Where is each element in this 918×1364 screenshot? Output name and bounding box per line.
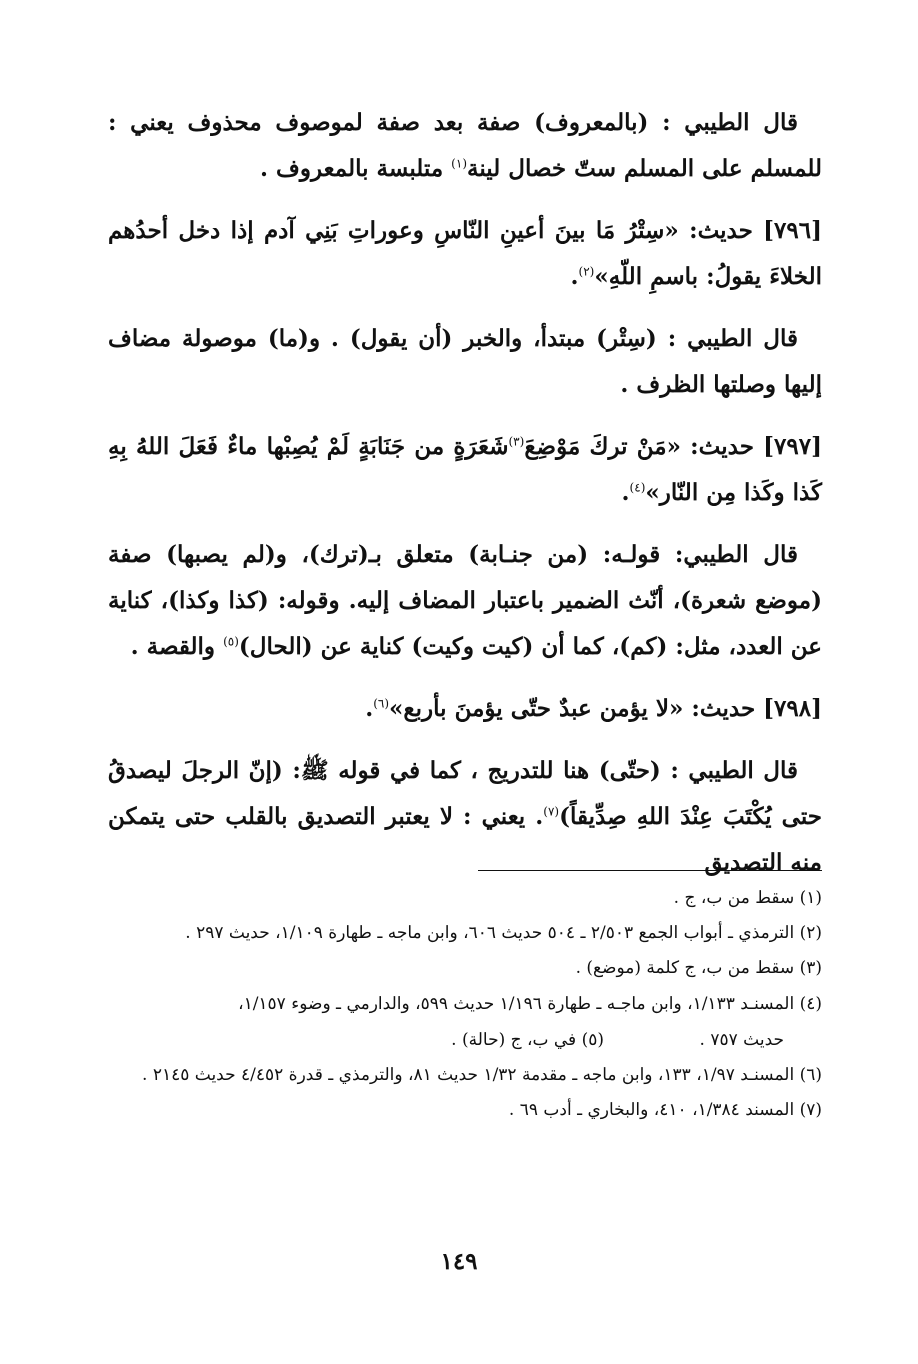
footnotes: [108, 880, 822, 1128]
footnote-5: (٥) في ب، ج (حالة) .: [451, 1030, 604, 1050]
footnote-7: (٧) المسند ١/٣٨٤، ٤١٠، والبخاري ـ أدب ٦٩ .: [508, 1100, 822, 1120]
paragraph-tibi-4: قال الطيبي : (حتّى) هنا للتدريج ، كما في قوله ﷺ: (إنّ الرجلَ ليصدقُ حتى يُكْتَبَ عِنْدَ اللهِ صِدِّيقاً)$^{(٧)}$. يعني : لا يعتبر التصديق بالقلب حتى يتمكن منه التصديق: [108, 757, 822, 876]
hadith-797: [٧٩٧] حديث: «مَنْ تركَ مَوْضِعَ$^{(٣)}$شَعَرَةٍ من جَنَابَةٍ لَمْ يُصِبْها ماءٌ فَعَلَ اللهُ بِهِ كَذا وكَذا مِن النّار»$^{(٤)}$.: [108, 433, 822, 506]
footnote-ref: (١): [451, 156, 467, 171]
footnote-ref: (٦): [373, 696, 390, 711]
footnote-4: (٤) المسنـد ١/١٣٣، وابن ماجـه ـ طهارة ١/١٩٦ حديث ٥٩٩، والدارمي ـ وضوء ١/١٥٧،: [238, 994, 822, 1014]
footnote-ref: (٤): [629, 480, 646, 495]
footnote-2: (٢) الترمذي ـ أبواب الجمع ٢/٥٠٣ ـ ٥٠٤ حديث ٦٠٦، وابن ماجه ـ طهارة ١/١٠٩، حديث ٢٩٧ .: [185, 923, 822, 943]
hadith-796: [٧٩٦] حديث: «سِتْرُ مَا بينَ أعينِ النّاسِ وعوراتِ بَنِي آدم إذا دخل أحدُهم الخلاءَ يقولُ: باسمِ اللّهِ»$^{(٢)}$.: [108, 217, 822, 290]
footnote-ref: (٣): [508, 434, 525, 449]
footnote-divider: [478, 870, 822, 871]
page-number: ١٤٩: [440, 1248, 478, 1275]
footnote-4-continuation: حديث ٧٥٧ .: [699, 1030, 784, 1050]
footnote-3: (٣) سقط من ب، ج كلمة (موضع) .: [575, 958, 822, 978]
footnote-ref: (٢): [578, 264, 595, 279]
main-text: [108, 100, 822, 902]
footnote-4-5-line: [108, 1022, 822, 1058]
footnote-6: (٦) المسنـد ١/٩٧، ١٣٣، وابن ماجه ـ مقدمة ١/٣٢ حديث ٨١، والترمذي ـ قدرة ٤/٤٥٢ حديث ٢١٤٥ .: [142, 1065, 822, 1085]
paragraph-tibi-1: قال الطيبي : (بالمعروف) صفة بعد صفة لموصوف محذوف يعني : للمسلم على المسلم ستّ خصال لينة$^{(١)}$ متلبسة بالمعروف .: [108, 109, 822, 182]
paragraph-tibi-2: قال الطيبي : (سِتْر) مبتدأ، والخبر (أن يقول) . و(ما) موصولة مضاف إليها وصلتها الظرف .: [108, 325, 822, 398]
footnote-ref: (٧): [543, 804, 560, 819]
paragraph-tibi-3: قال الطيبي: قولـه: (من جنـابة) متعلق بـ(ترك)، و(لم يصبها) صفة (موضع شعرة)، أنّث الضمير باعتبار المضاف إليه. وقوله: (كذا وكذا)، كناية عن العدد، مثل: (كم)، كما أن (كيت وكيت) كناية عن (الحال)$^{(٥)}$ والقصة .: [108, 541, 822, 660]
hadith-798: [٧٩٨] حديث: «لا يؤمن عبدٌ حتّى يؤمنَ بأربع»$^{(٦)}$.: [365, 695, 822, 722]
footnote-ref: (٥): [223, 634, 239, 649]
footnote-1: (١) سقط من ب، ج .: [673, 888, 822, 908]
